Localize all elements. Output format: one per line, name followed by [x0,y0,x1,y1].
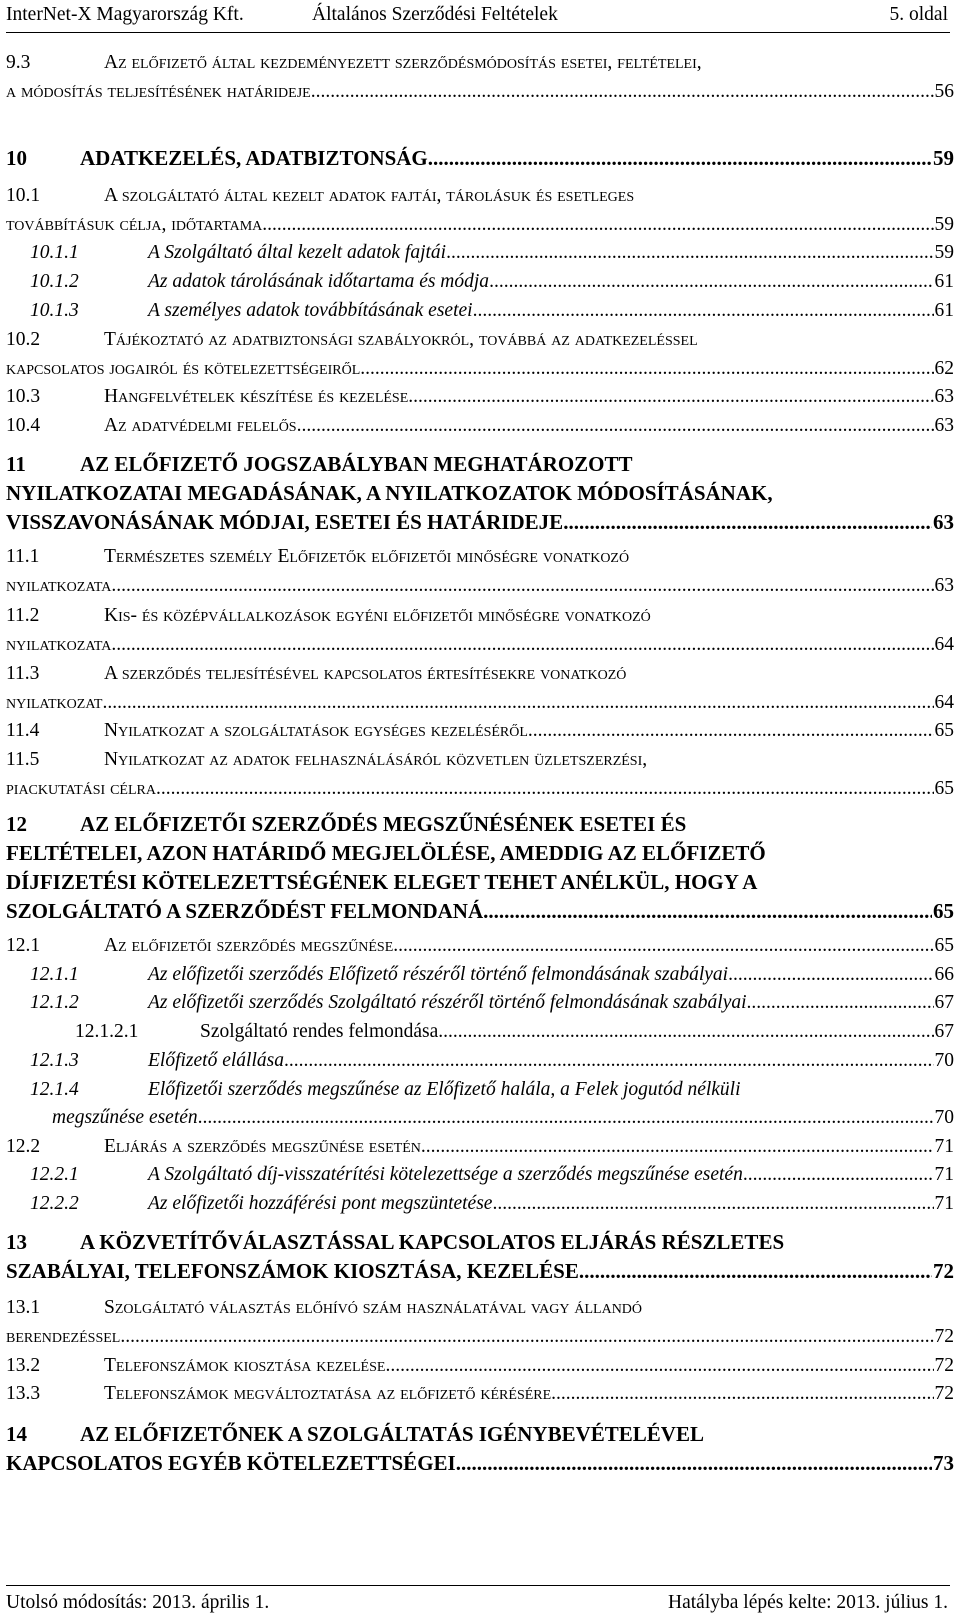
toc-entry-title: Természetes személy Előfizetők előfizetői minőségre vonatkozó [104,546,630,567]
dot-leader [528,720,934,742]
toc-entry-page-number: 70 [934,1050,954,1071]
toc-entry-title: A szerződés teljesítésével kapcsolatos értesítésekre vonatkozó [104,663,627,684]
dot-leader [456,1451,932,1476]
toc-entry-number: 12.1.4 [30,1079,79,1100]
page-footer [6,1585,950,1618]
footer-last-modified: Utolsó módosítás: 2013. április 1. [6,1592,270,1613]
toc-entry-title: Eljárás a szerződés megszűnése esetén [104,1136,421,1157]
dot-leader [743,1164,934,1186]
toc-entry-title: ADATKEZELÉS, ADATBIZTONSÁG [80,146,428,170]
toc-entry-number: 12.2.2 [30,1193,79,1214]
dot-leader [473,300,934,322]
toc-entry-number: 13.1 [6,1297,41,1318]
toc-entry-title: A Szolgáltató díj-visszatérítési kötelezettsége a szerződés megszűnése esetén [148,1164,743,1185]
toc-entry-title: Előfizetői szerződés megszűnése az Előfizető halála, a Felek jogutód nélküli [148,1079,741,1100]
toc-entry-page-number: 73 [933,1451,954,1475]
toc-entry-number: 9.3 [6,52,31,73]
toc-entry-title: kapcsolatos jogairól és kötelezettségeiről [6,358,361,379]
toc-entry-number: 10.1.3 [30,300,79,321]
toc-entry-title: Hangfelvételek készítése és kezelése [104,386,409,407]
toc-entry-title: NYILATKOZATAI MEGADÁSÁNAK, A NYILATKOZATOK MÓDOSÍTÁSÁNAK, [6,481,773,505]
toc-entry-number: 11.4 [6,720,40,741]
toc-entry-title: berendezéssel [6,1326,121,1347]
toc-entry-title: továbbításuk célja, időtartama [6,214,263,235]
toc-entry-page-number: 71 [934,1164,954,1185]
toc-entry-title: Az előfizetői hozzáférési pont megszüntetése [148,1193,493,1214]
dot-leader [297,415,934,437]
toc-entry-number: 12.2 [6,1136,41,1157]
header-document-title: Általános Szerződési Feltételek [312,4,558,25]
toc-entry-page-number: 71 [934,1136,954,1157]
toc-entry-title: A szolgáltató által kezelt adatok fajtái, tárolásuk és esetleges [104,185,635,206]
toc-entry-title: SZABÁLYAI, TELEFONSZÁMOK KIOSZTÁSA, KEZELÉSE [6,1259,579,1283]
dot-leader [551,1383,933,1405]
toc-entry-page-number: 56 [934,81,954,102]
toc-entry-title: Telefonszámok kiosztása kezelése [104,1355,386,1376]
toc-entry-page-number: 64 [934,634,954,655]
toc-entry-number: 11.2 [6,605,40,626]
dot-leader [747,992,934,1014]
toc-entry-title: Előfizető elállása [148,1050,284,1071]
toc-entry-number: 12.1 [6,935,41,956]
toc-entry-title: Szolgáltató választás előhívó szám használatával vagy állandó [104,1297,643,1318]
toc-entry-number: 10.1 [6,185,41,206]
dot-leader [483,899,932,924]
toc-entry-title: AZ ELŐFIZETŐ JOGSZABÁLYBAN MEGHATÁROZOTT [80,452,633,476]
dot-leader [446,242,933,264]
toc-entry-title: SZOLGÁLTATÓ A SZERZŐDÉST FELMONDANÁ [6,899,484,923]
toc-entry-number: 10.1.2 [30,271,79,292]
toc-entry-page-number: 71 [934,1193,954,1214]
toc-entry-page-number: 65 [933,899,954,923]
toc-entry-page-number: 63 [934,575,954,596]
toc-entry-title: VISSZAVONÁSÁNAK MÓDJAI, ESETEI ÉS HATÁRIDEJE [6,510,564,534]
toc-entry-title: AZ ELŐFIZETŐI SZERZŐDÉS MEGSZŰNÉSÉNEK ESETEI ÉS [80,812,687,836]
header-company: InterNet-X Magyarország Kft. [6,4,244,25]
toc-entry-number: 11 [6,452,26,476]
toc-entry-number: 11.3 [6,663,40,684]
toc-entry-page-number: 66 [934,964,954,985]
toc-entry-page-number: 72 [933,1259,954,1283]
dot-leader [492,1193,933,1215]
toc-entry-page-number: 61 [934,300,954,321]
toc-entry-page-number: 67 [934,1021,954,1042]
dot-leader [120,1326,933,1348]
dot-leader [111,634,933,656]
dot-leader [156,778,934,800]
toc-entry-page-number: 70 [934,1107,954,1128]
toc-entry-page-number: 65 [934,778,954,799]
toc-entry-title: Az előfizető által kezdeményezett szerződésmódosítás esetei, feltételei, [104,52,702,73]
toc-entry-title: nyilatkozata [6,634,112,655]
header-page-number: 5. oldal [889,4,948,25]
toc-entry-number: 12.1.1 [30,964,79,985]
toc-entry-title: piackutatási célra [6,778,156,799]
dot-leader [408,386,933,408]
toc-entry-number: 10.2 [6,329,41,350]
dot-leader [311,81,934,103]
toc-entry-number: 10.3 [6,386,41,407]
dot-leader [421,1136,934,1158]
toc-entry-number: 12 [6,812,27,836]
dot-leader [489,271,933,293]
dot-leader [428,146,932,171]
dot-leader [579,1259,932,1284]
toc-entry-page-number: 63 [934,415,954,436]
toc-entry-page-number: 61 [934,271,954,292]
toc-entry-title: Az előfizetői szerződés megszűnése [104,935,394,956]
toc-entry-title: Nyilatkozat az adatok felhasználásáról közvetlen üzletszerzési, [104,749,648,770]
toc-entry-title: A Szolgáltató által kezelt adatok fajtái [148,242,447,263]
dot-leader [563,510,932,535]
toc-entry-number: 11.5 [6,749,40,770]
toc-entry-number: 13 [6,1230,27,1254]
toc-entry-number: 10.4 [6,415,41,436]
toc-entry-page-number: 63 [933,510,954,534]
toc-entry-title: Az előfizetői szerződés Előfizető részéről történő felmondásának szabályai [148,964,729,985]
toc-entry-page-number: 65 [934,935,954,956]
toc-entry-title: A KÖZVETÍTŐVÁLASZTÁSSAL KAPCSOLATOS ELJÁRÁS RÉSZLETES [80,1230,785,1254]
toc-entry-page-number: 64 [934,692,954,713]
toc-entry-number: 13.2 [6,1355,41,1376]
toc-entry-page-number: 72 [934,1383,954,1404]
toc-entry-title: Nyilatkozat a szolgáltatások egységes kezeléséről [104,720,528,741]
toc-entry-page-number: 59 [934,242,954,263]
toc-entry-page-number: 65 [934,720,954,741]
toc-entry-title: nyilatkozat [6,692,103,713]
toc-entry-title: megszűnése esetén [52,1107,198,1128]
toc-entry-page-number: 59 [934,214,954,235]
toc-entry-number: 11.1 [6,546,40,567]
toc-entry-title: nyilatkozata [6,575,112,596]
dot-leader [393,935,933,957]
toc-entry-title: Kis- és középvállalkozások egyéni előfizetői minőségre vonatkozó [104,605,651,626]
dot-leader [111,575,933,597]
toc-entry-page-number: 72 [934,1355,954,1376]
toc-entry-title: A személyes adatok továbbításának esetei [148,300,473,321]
toc-entry-page-number: 59 [933,146,954,170]
toc-entry-title: FELTÉTELEI, AZON HATÁRIDŐ MEGJELÖLÉSE, AMEDDIG AZ ELŐFIZETŐ [6,841,766,865]
dot-leader [360,358,933,380]
toc-entry-page-number: 67 [934,992,954,1013]
toc-entry-number: 10.1.1 [30,242,79,263]
toc-entry-title: Az előfizetői szerződés Szolgáltató részéről történő felmondásának szabályai [148,992,747,1013]
toc-entry-title: AZ ELŐFIZETŐNEK A SZOLGÁLTATÁS IGÉNYBEVÉTELÉVEL [80,1422,704,1446]
toc-entry-title: Az adatok tárolásának időtartama és módja [148,271,490,292]
dot-leader [198,1107,934,1129]
toc-entry-title: Az adatvédelmi felelős [104,415,297,436]
dot-leader [438,1021,933,1043]
toc-entry-title: KAPCSOLATOS EGYÉB KÖTELEZETTSÉGEI [6,1451,456,1475]
dot-leader [102,692,933,714]
toc-entry-title: Telefonszámok megváltoztatása az előfizető kérésére [104,1383,552,1404]
toc-entry-title: DÍJFIZETÉSI KÖTELEZETTSÉGÉNEK ELEGET TEHET ANÉLKÜL, HOGY A [6,870,758,894]
toc-entry-number: 12.1.2.1 [75,1021,139,1042]
toc-entry-number: 14 [6,1422,27,1446]
toc-entry-number: 12.1.2 [30,992,79,1013]
dot-leader [728,964,933,986]
toc-entry-number: 12.2.1 [30,1164,79,1185]
page-header [6,4,950,33]
toc-entry-page-number: 63 [934,386,954,407]
toc-entry-number: 12.1.3 [30,1050,79,1071]
dot-leader [385,1355,933,1377]
toc-entry-page-number: 62 [934,358,954,379]
toc-entry-title: a módosítás teljesítésének határideje [6,81,311,102]
dot-leader [284,1050,934,1072]
toc-entry-title: Szolgáltató rendes felmondása [200,1021,439,1042]
dot-leader [262,214,933,236]
toc-entry-number: 13.3 [6,1383,41,1404]
toc-entry-number: 10 [6,146,27,170]
footer-effective-date: Hatályba lépés kelte: 2013. július 1. [668,1592,948,1613]
toc-entry-title: Tájékoztató az adatbiztonsági szabályokról, továbbá az adatkezeléssel [104,329,698,350]
toc-entry-page-number: 72 [934,1326,954,1347]
